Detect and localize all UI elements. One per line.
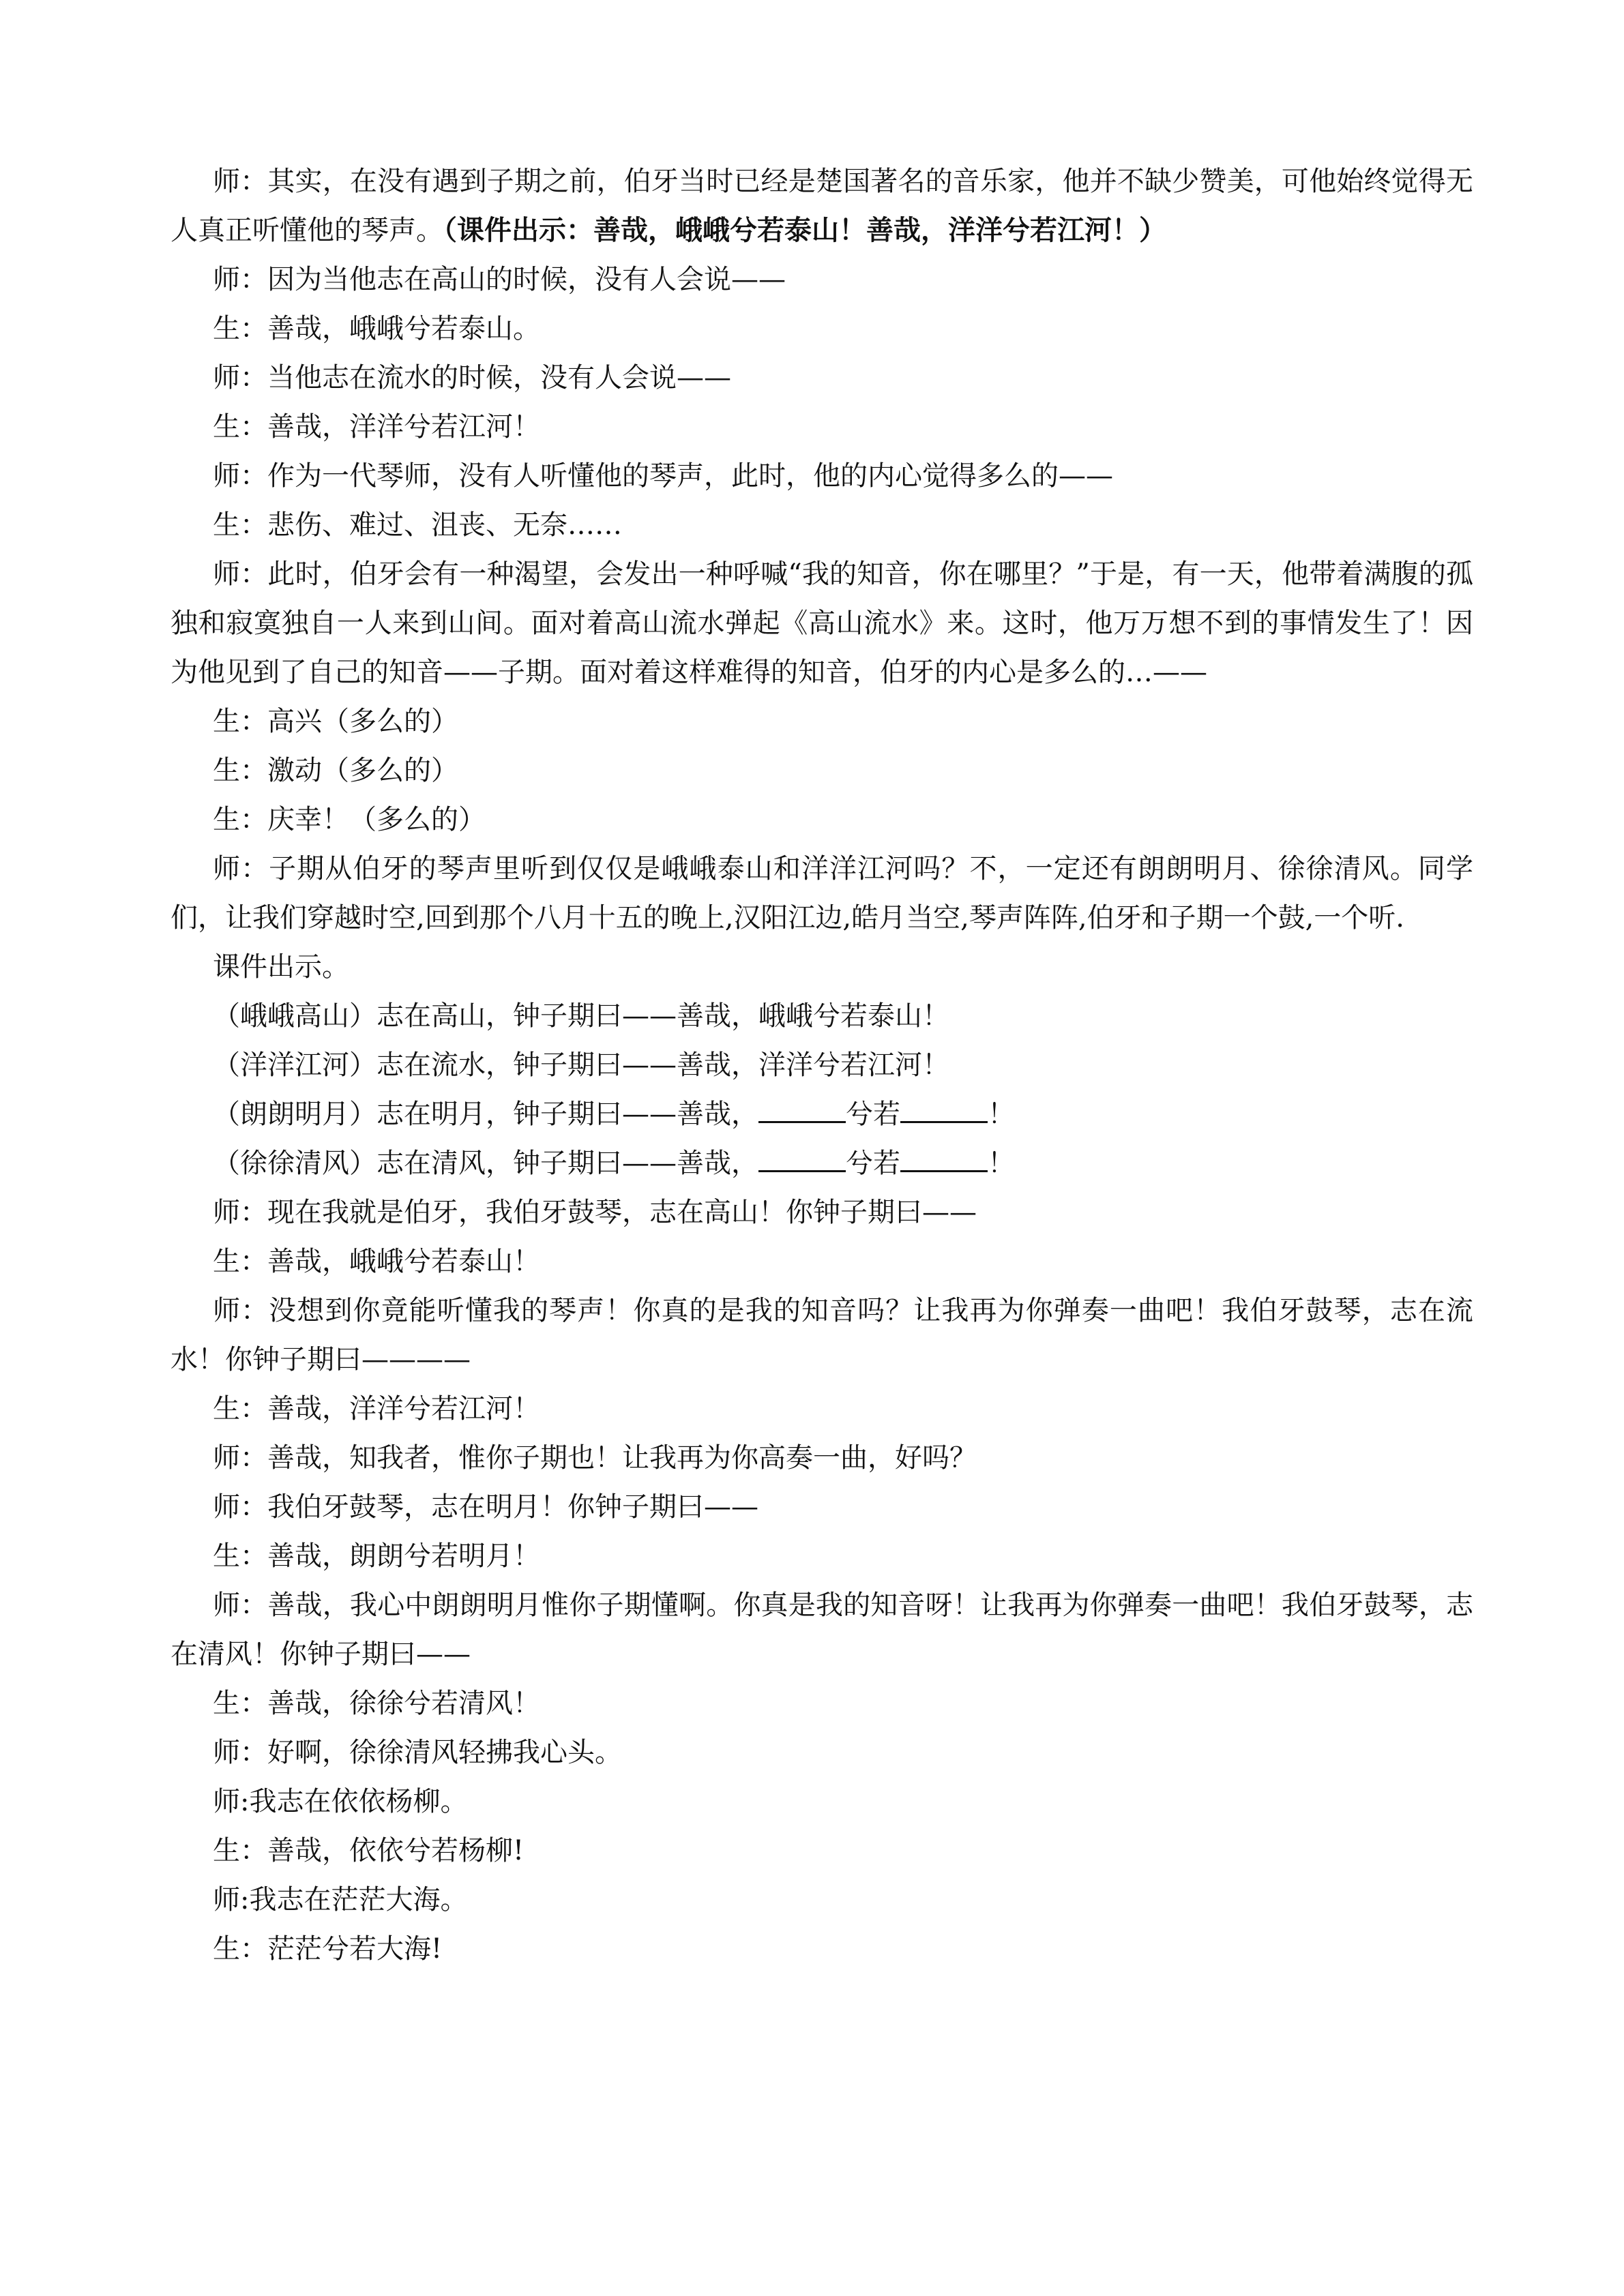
fill-middle: 兮若 (846, 1148, 900, 1179)
fill-suffix: ！ (988, 1148, 1015, 1179)
paragraph-intro (171, 157, 1473, 255)
courseware-note: 课件出示。 (213, 951, 349, 983)
dialogue-line: 师：此时，伯牙会有一种渴望，会发出一种呼喊“我的知音，你在哪里？”于是，有一天，他带着满腹的孤独和寂寞独自一人来到山间。面对着高山流水弹起《高山流水》来。这时，他万万想不到的事情发生了！因为他见到了自己的知音——子期。面对着这样难得的知音，伯牙的内心是多么的…—— (171, 558, 1473, 688)
fill-blank (758, 1097, 846, 1123)
fill-suffix: ！ (988, 1099, 1015, 1130)
dialogue-line: 师：现在我就是伯牙，我伯牙鼓琴，志在高山！你钟子期曰—— (213, 1197, 977, 1228)
document-page (171, 157, 1473, 1973)
dialogue-line: 师：我伯牙鼓琴，志在明月！你钟子期曰—— (213, 1491, 758, 1523)
dialogue-line: 师：没想到你竟能听懂我的琴声！你真的是我的知音吗？让我再为你弹奏一曲吧！我伯牙鼓琴，志在流水！你钟子期曰———— (171, 1295, 1473, 1375)
dialogue-line: 生：激动（多么的） (213, 755, 458, 786)
dialogue-line: 师：善哉，知我者，惟你子期也！让我再为你高奏一曲，好吗？ (213, 1442, 977, 1474)
dialogue-line: 生：善哉，朗朗兮若明月！ (213, 1540, 540, 1572)
dialogue-line: 生：善哉，洋洋兮若江河！ (213, 411, 540, 443)
fill-blank (900, 1146, 988, 1172)
fill-prefix: （朗朗明月）志在明月，钟子期曰——善哉， (213, 1099, 758, 1130)
fill-blank (758, 1146, 846, 1172)
dialogue-line: 师:我志在依依杨柳。 (213, 1786, 468, 1817)
dialogue-line: 生：善哉，洋洋兮若江河！ (213, 1393, 540, 1425)
fill-in-line (171, 1139, 1473, 1188)
fill-in-line (171, 1090, 1473, 1139)
dialogue-line: 师：好啊，徐徐清风轻拂我心头。 (213, 1737, 622, 1768)
dialogue-line: 师：当他志在流水的时候，没有人会说—— (213, 362, 731, 393)
fill-prefix: （徐徐清风）志在清风，钟子期曰——善哉， (213, 1148, 758, 1179)
dialogue-line: 师：子期从伯牙的琴声里听到仅仅是峨峨泰山和洋洋江河吗？不，一定还有朗朗明月、徐徐清风。同学们，让我们穿越时空,回到那个八月十五的晚上,汉阳江边,皓月当空,琴声阵阵,伯牙和子期一个鼓,一个听. (171, 853, 1473, 934)
dialogue-line: 师：作为一代琴师，没有人听懂他的琴声，此时，他的内心觉得多么的—— (213, 460, 1113, 492)
dialogue-line: 师：因为当他志在高山的时候，没有人会说—— (213, 264, 786, 295)
dialogue-line: 生：悲伤、难过、沮丧、无奈…… (213, 509, 622, 541)
dialogue-line: 生：茫茫兮若大海! (213, 1933, 443, 1965)
dialogue-line: 生：善哉，峨峨兮若泰山！ (213, 1246, 540, 1277)
dialogue-line: 师:我志在茫茫大海。 (213, 1884, 468, 1915)
dialogue-line: 生：高兴（多么的） (213, 706, 458, 737)
fill-middle: 兮若 (846, 1099, 900, 1130)
fill-blank (900, 1097, 988, 1123)
dialogue-line: 师：善哉，我心中朗朗明月惟你子期懂啊。你真是我的知音呀！让我再为你弹奏一曲吧！我伯牙鼓琴，志在清风！你钟子期曰—— (171, 1590, 1473, 1670)
courseware-line: （洋洋江河）志在流水，钟子期曰——善哉，洋洋兮若江河！ (213, 1049, 949, 1081)
dialogue-line: 生：善哉，徐徐兮若清风！ (213, 1688, 540, 1719)
courseware-line: （峨峨高山）志在高山，钟子期曰——善哉，峨峨兮若泰山！ (213, 1000, 949, 1032)
dialogue-line: 生：庆幸！（多么的） (213, 804, 486, 835)
intro-bold-note: （课件出示：善哉，峨峨兮若泰山！善哉，洋洋兮若江河！） (443, 214, 1166, 246)
dialogue-line: 生：善哉，依依兮若杨柳! (213, 1835, 525, 1866)
dialogue-line: 生：善哉，峨峨兮若泰山。 (213, 313, 540, 344)
intro-text: 师：其实，在没有遇到子期之前，伯牙当时已经是楚国著名的音乐家，他并不缺少赞美，可他始终觉得无人真正听懂他的琴声。 (171, 166, 1473, 246)
